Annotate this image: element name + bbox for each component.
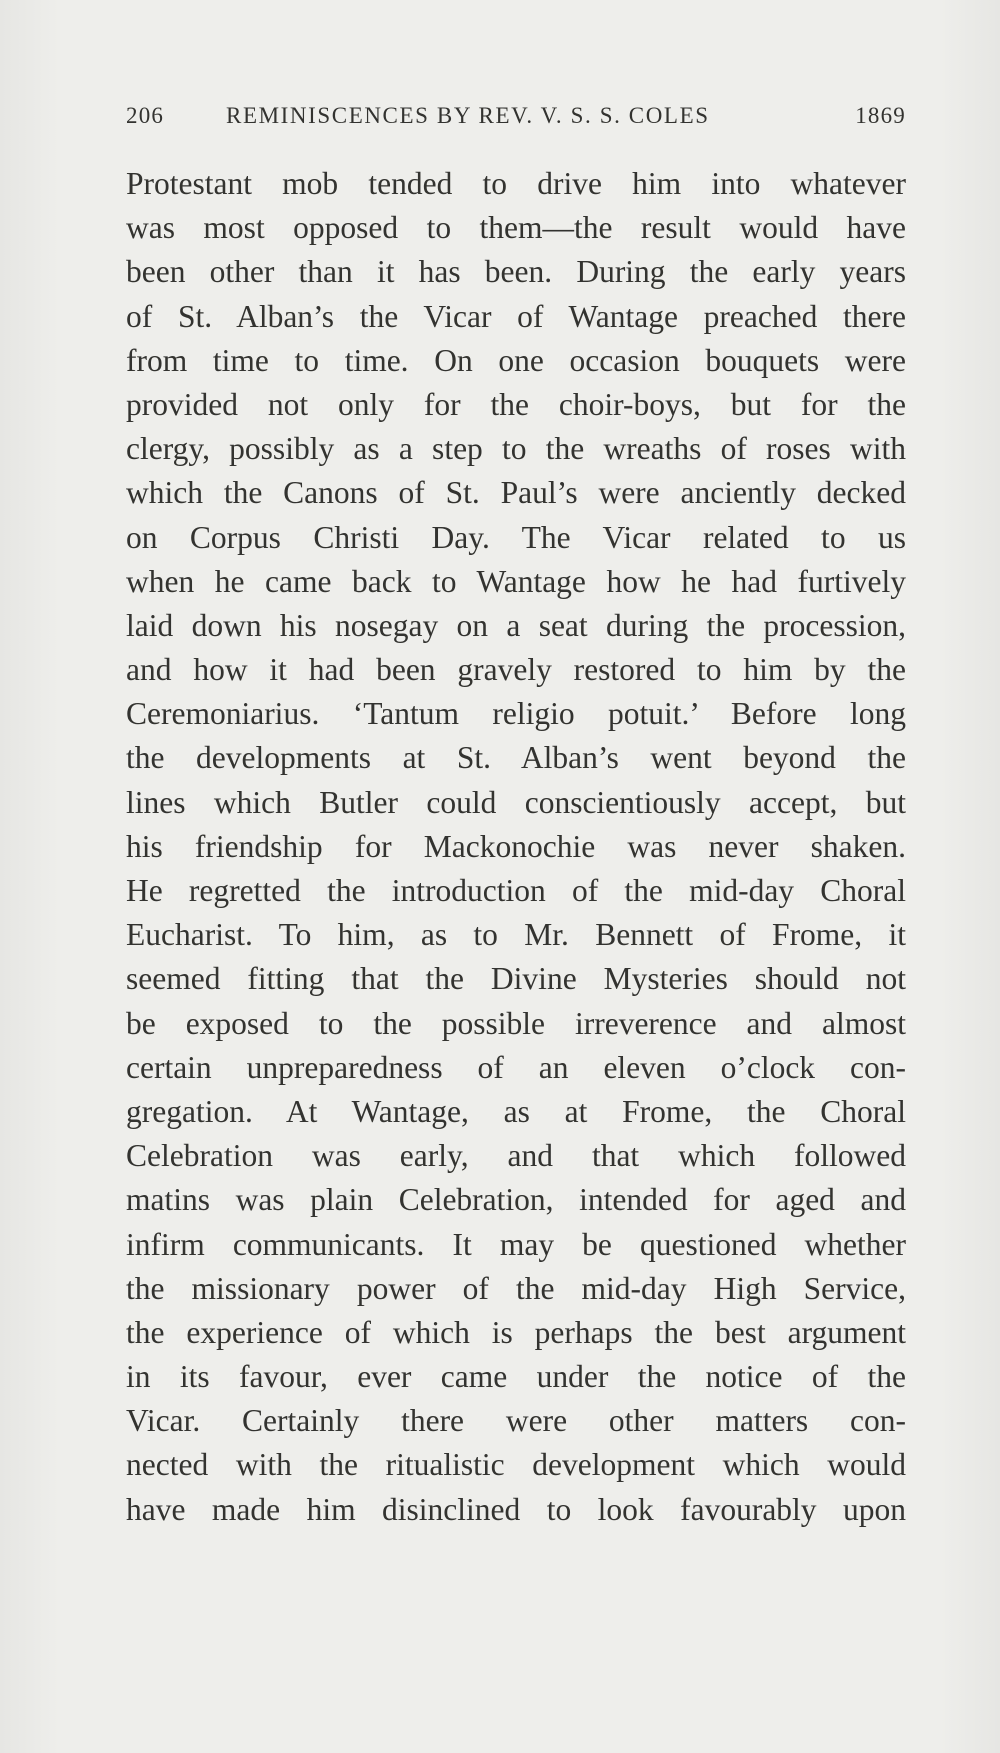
text-line: which the Canons of St. Paul’s were anciently decked — [126, 475, 906, 511]
text-line: lines which Butler could conscientiously accept, but — [126, 784, 906, 820]
text-line: have made him disinclined to look favourably upon — [126, 1491, 906, 1527]
text-line: when he came back to Wantage how he had furtively — [126, 563, 906, 599]
text-line: his friendship for Mackonochie was never shaken. — [126, 828, 906, 864]
body-text — [126, 162, 906, 1532]
running-year: 1869 — [855, 103, 906, 128]
text-line: seemed fitting that the Divine Mysteries should not — [126, 961, 906, 997]
running-head — [126, 98, 906, 134]
text-line: infirm communicants. It may be questioned whether — [126, 1226, 906, 1262]
text-line: and how it had been gravely restored to him by the — [126, 652, 906, 688]
text-line: in its favour, ever came under the notice of the — [126, 1359, 906, 1395]
text-line: the missionary power of the mid-day High Service, — [126, 1270, 906, 1306]
text-line: Eucharist. To him, as to Mr. Bennett of Frome, it — [126, 917, 906, 953]
text-line: provided not only for the choir-boys, but for the — [126, 386, 906, 422]
text-line: Protestant mob tended to drive him into whatever — [126, 166, 906, 201]
text-line: from time to time. On one occasion bouquets were — [126, 342, 906, 378]
text-line: Ceremoniarius. ‘Tantum religio potuit.’ Before long — [126, 696, 906, 732]
text-line: was most opposed to them—the result would have — [126, 210, 906, 246]
running-title: REMINISCENCES BY REV. V. S. S. COLES — [226, 103, 710, 128]
text-line: Celebration was early, and that which followed — [126, 1138, 906, 1174]
text-line: been other than it has been. During the early years — [126, 254, 906, 290]
text-line: He regretted the introduction of the mid-day Choral — [126, 873, 906, 908]
text-line: gregation. At Wantage, as at Frome, the Choral — [126, 1093, 906, 1129]
text-line: of St. Alban’s the Vicar of Wantage preached there — [126, 298, 906, 334]
text-line: the developments at St. Alban’s went beyond the — [126, 740, 906, 776]
text-line: laid down his nosegay on a seat during the procession, — [126, 607, 906, 643]
text-line: certain unpreparedness of an eleven o’clock con- — [126, 1049, 906, 1085]
text-line: Vicar. Certainly there were other matters con- — [126, 1403, 906, 1439]
text-line: the experience of which is perhaps the best argument — [126, 1314, 906, 1350]
text-line: matins was plain Celebration, intended for aged and — [126, 1182, 906, 1218]
text-line: on Corpus Christi Day. The Vicar related to us — [126, 519, 906, 555]
text-line: clergy, possibly as a step to the wreaths of roses with — [126, 431, 906, 467]
page-number: 206 — [126, 103, 165, 128]
text-line: nected with the ritualistic development which would — [126, 1447, 906, 1483]
text-line: be exposed to the possible irreverence and almost — [126, 1005, 906, 1041]
